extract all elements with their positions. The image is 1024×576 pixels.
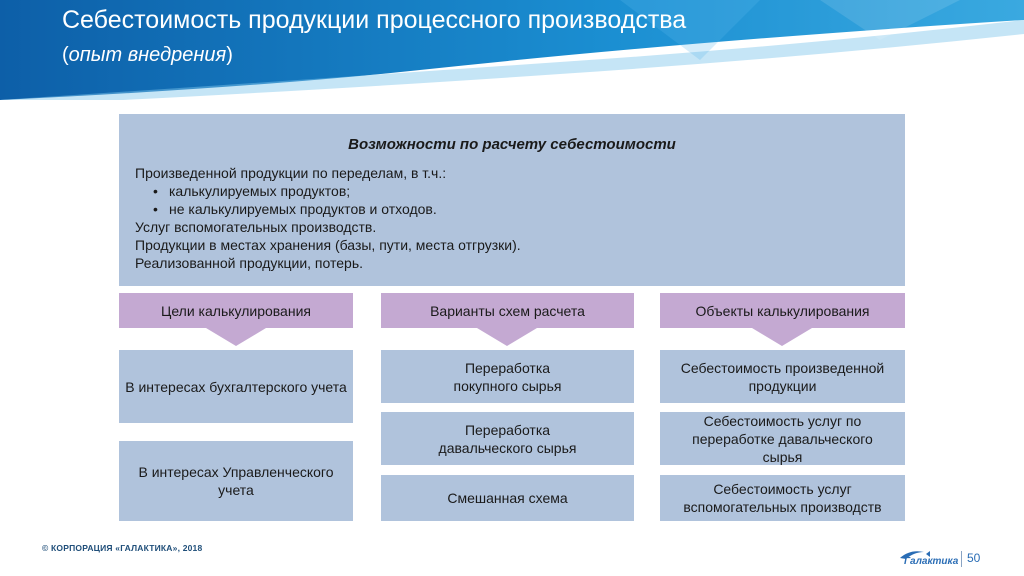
scheme-box-tolling: Переработка давальческого сырья	[381, 412, 634, 465]
slide-subtitle	[62, 44, 233, 67]
capabilities-bullet-item: • калькулируемых продуктов;	[135, 182, 521, 200]
column-header-objects: Объекты калькулирования	[660, 293, 905, 328]
goal-box-management: В интересах Управленческого учета	[119, 441, 353, 521]
capabilities-item: Услуг вспомогательных производств.	[135, 219, 377, 235]
subtitle-paren-close: )	[226, 44, 233, 66]
object-box-processing-services: Себестоимость услуг по переработке давальческого сырья	[660, 412, 905, 465]
slide-title: Себестоимость продукции процессного производства	[62, 6, 687, 34]
goal-box-accounting: В интересах бухгалтерского учета	[119, 350, 353, 423]
down-arrow	[477, 328, 537, 346]
capabilities-heading: Возможности по расчету себестоимости	[348, 136, 676, 153]
capabilities-bullet-item: • не калькулируемых продуктов и отходов.	[135, 200, 521, 218]
footer-separator	[961, 551, 962, 567]
column-header-schemes: Варианты схем расчета	[381, 293, 634, 328]
copyright-text: © КОРПОРАЦИЯ «ГАЛАКТИКА», 2018	[42, 543, 203, 553]
column-header-goals: Цели калькулирования	[119, 293, 353, 328]
logo-text: Галактика	[904, 556, 959, 567]
capabilities-item: Реализованной продукции, потерь.	[135, 255, 364, 271]
capabilities-item: Произведенной продукции по переделам, в т.ч.:	[135, 165, 447, 181]
down-arrow	[752, 328, 812, 346]
capabilities-list	[135, 164, 521, 272]
capabilities-box	[119, 114, 905, 286]
page-number: 50	[967, 551, 981, 565]
capabilities-item: Продукции в местах хранения (базы, пути, места отгрузки).	[135, 237, 521, 253]
scheme-box-purchased: Переработка покупного сырья	[381, 350, 634, 403]
subtitle-paren-open: (	[62, 44, 69, 66]
object-box-produced: Себестоимость произведенной продукции	[660, 350, 905, 403]
scheme-box-mixed: Смешанная схема	[381, 475, 634, 521]
subtitle-text: опыт внедрения	[68, 44, 227, 66]
object-box-auxiliary-services: Себестоимость услуг вспомогательных производств	[660, 475, 905, 521]
down-arrow	[206, 328, 266, 346]
